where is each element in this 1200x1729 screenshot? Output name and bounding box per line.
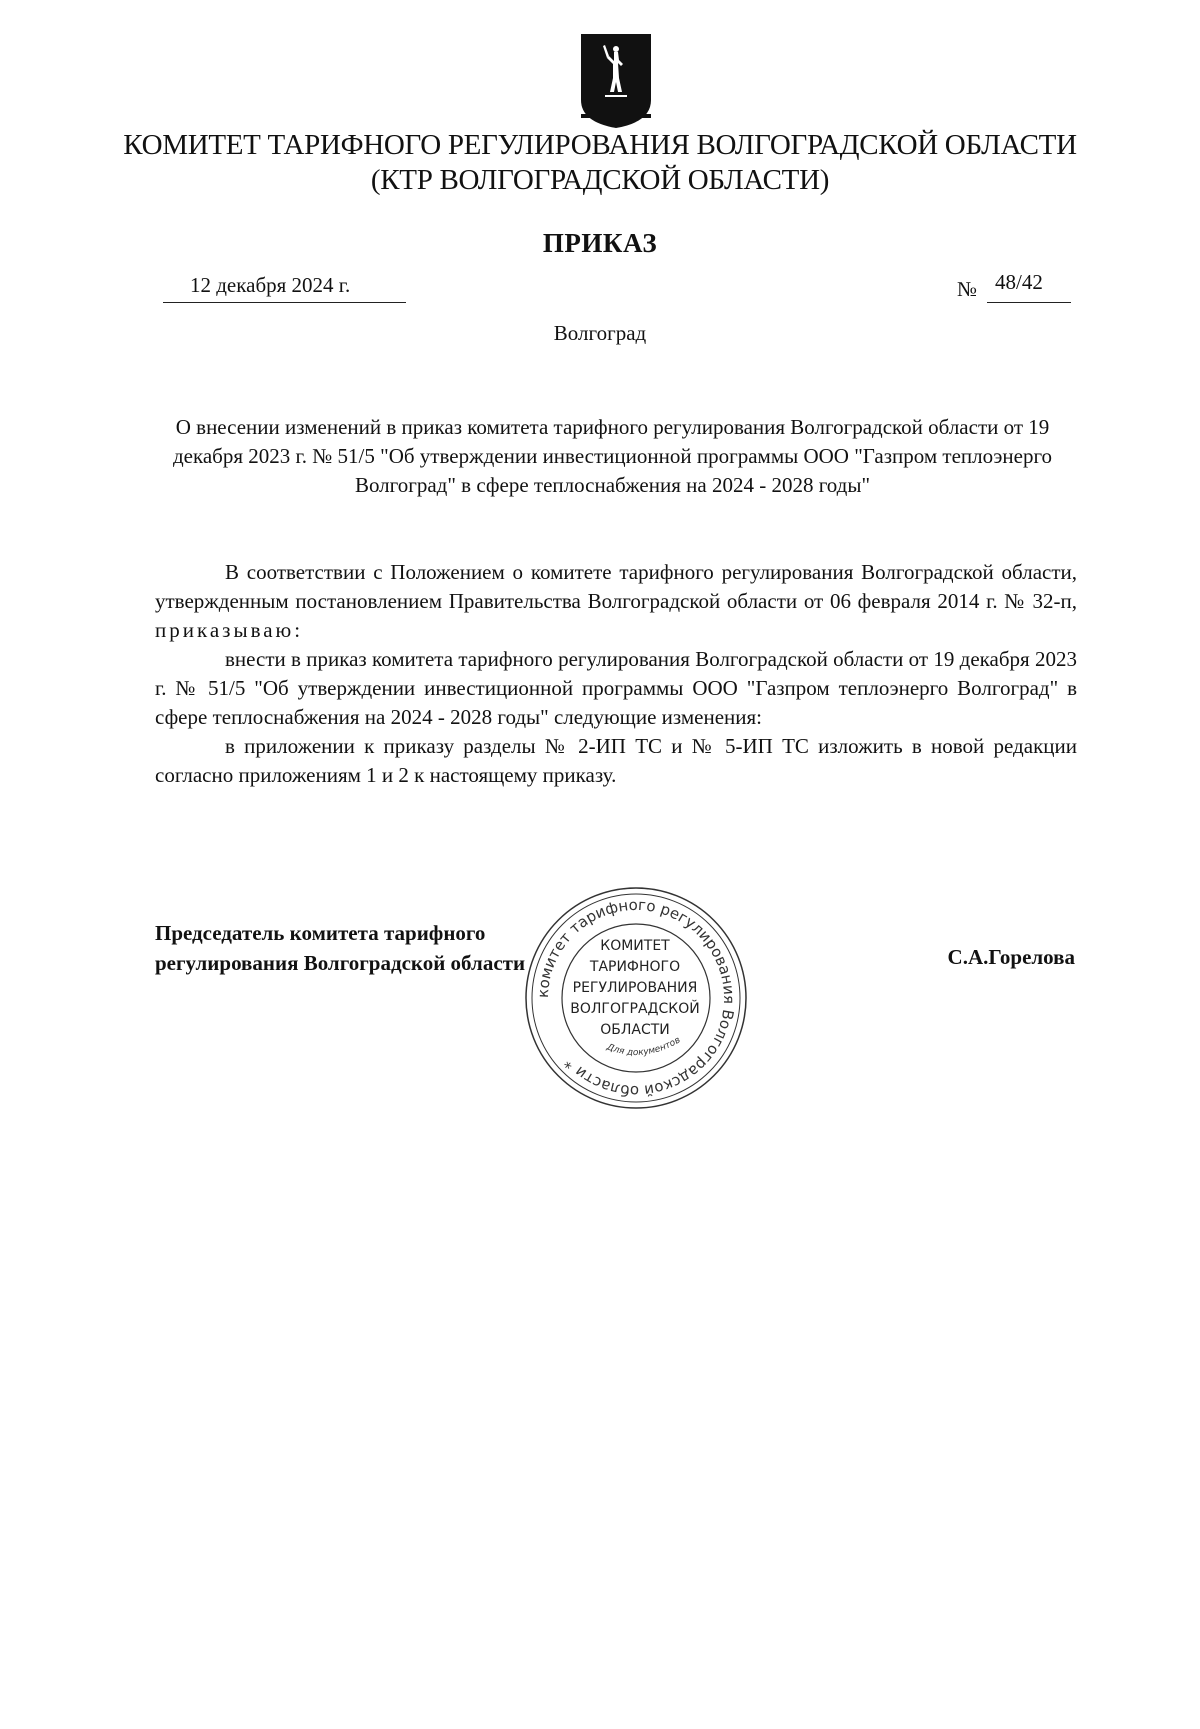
number-sign: № (957, 277, 978, 301)
body-paragraph-1-text: В соответствии с Положением о комитете тарифного регулирования Волгоградской области, утвержденным постановлением Правительства Волгоградской области от 06 февраля 2014 г. № 32-п, (155, 560, 1077, 613)
city-name: Волгоград (553, 321, 647, 345)
body-paragraph-2: внести в приказ комитета тарифного регулирования Волгоградской области от 19 декабря 2023 г. № 51/5 "Об утверждении инвестиционной программы ООО "Газпром теплоэнерго Волгоград" в сфере теплоснабжения на 2024 - 2028 годы" следующие изменения: (155, 647, 1077, 729)
body-paragraph-3: в приложении к приказу разделы № 2-ИП ТС и № 5-ИП ТС изложить в новой редакции согласно приложениям 1 и 2 к настоящему приказу. (155, 734, 1077, 787)
document-body (155, 558, 1077, 790)
stamp-outer-text: комитет тарифного регулирования Волгоградской области * (533, 895, 739, 1101)
volgograd-coat-of-arms-icon (577, 30, 655, 130)
document-date: 12 декабря 2024 г. (163, 267, 406, 303)
document-number: 48/42 (987, 267, 1071, 303)
document-type-title: ПРИКАЗ (542, 228, 658, 258)
signer-title-line-1: Председатель комитета тарифного (155, 921, 486, 945)
organization-name: КОМИТЕТ ТАРИФНОГО РЕГУЛИРОВАНИЯ ВОЛГОГРАДСКОЙ ОБЛАСТИ (123, 129, 1077, 161)
stamp-line-2: ТАРИФНОГО (589, 959, 681, 975)
stamp-line-3: РЕГУЛИРОВАНИЯ (572, 980, 698, 996)
stamp-bottom-text: Для документов (605, 1035, 683, 1059)
signer-name: С.А.Горелова (947, 945, 1075, 969)
stamp-line-5: ОБЛАСТИ (600, 1022, 670, 1038)
stamp-line-1: КОМИТЕТ (600, 938, 670, 954)
signer-title-line-2: регулирования Волгоградской области (155, 951, 526, 975)
order-word: приказываю: (155, 618, 304, 642)
document-subject: О внесении изменений в приказ комитета тарифного регулирования Волгоградской области от 19 декабря 2023 г. № 51/5 "Об утверждении инвестиционной программы ООО "Газпром теплоэнерго Волгоград" в сфере теплоснабжения на 2024 - 2028 годы" (172, 415, 1053, 497)
signer-title (155, 918, 525, 978)
stamp-center-text (560, 936, 710, 1041)
stamp-line-4: ВОЛГОГРАДСКОЙ (570, 1001, 700, 1017)
body-paragraph-1 (155, 558, 1077, 645)
organization-short-name: (КТР ВОЛГОГРАДСКОЙ ОБЛАСТИ) (370, 164, 830, 196)
